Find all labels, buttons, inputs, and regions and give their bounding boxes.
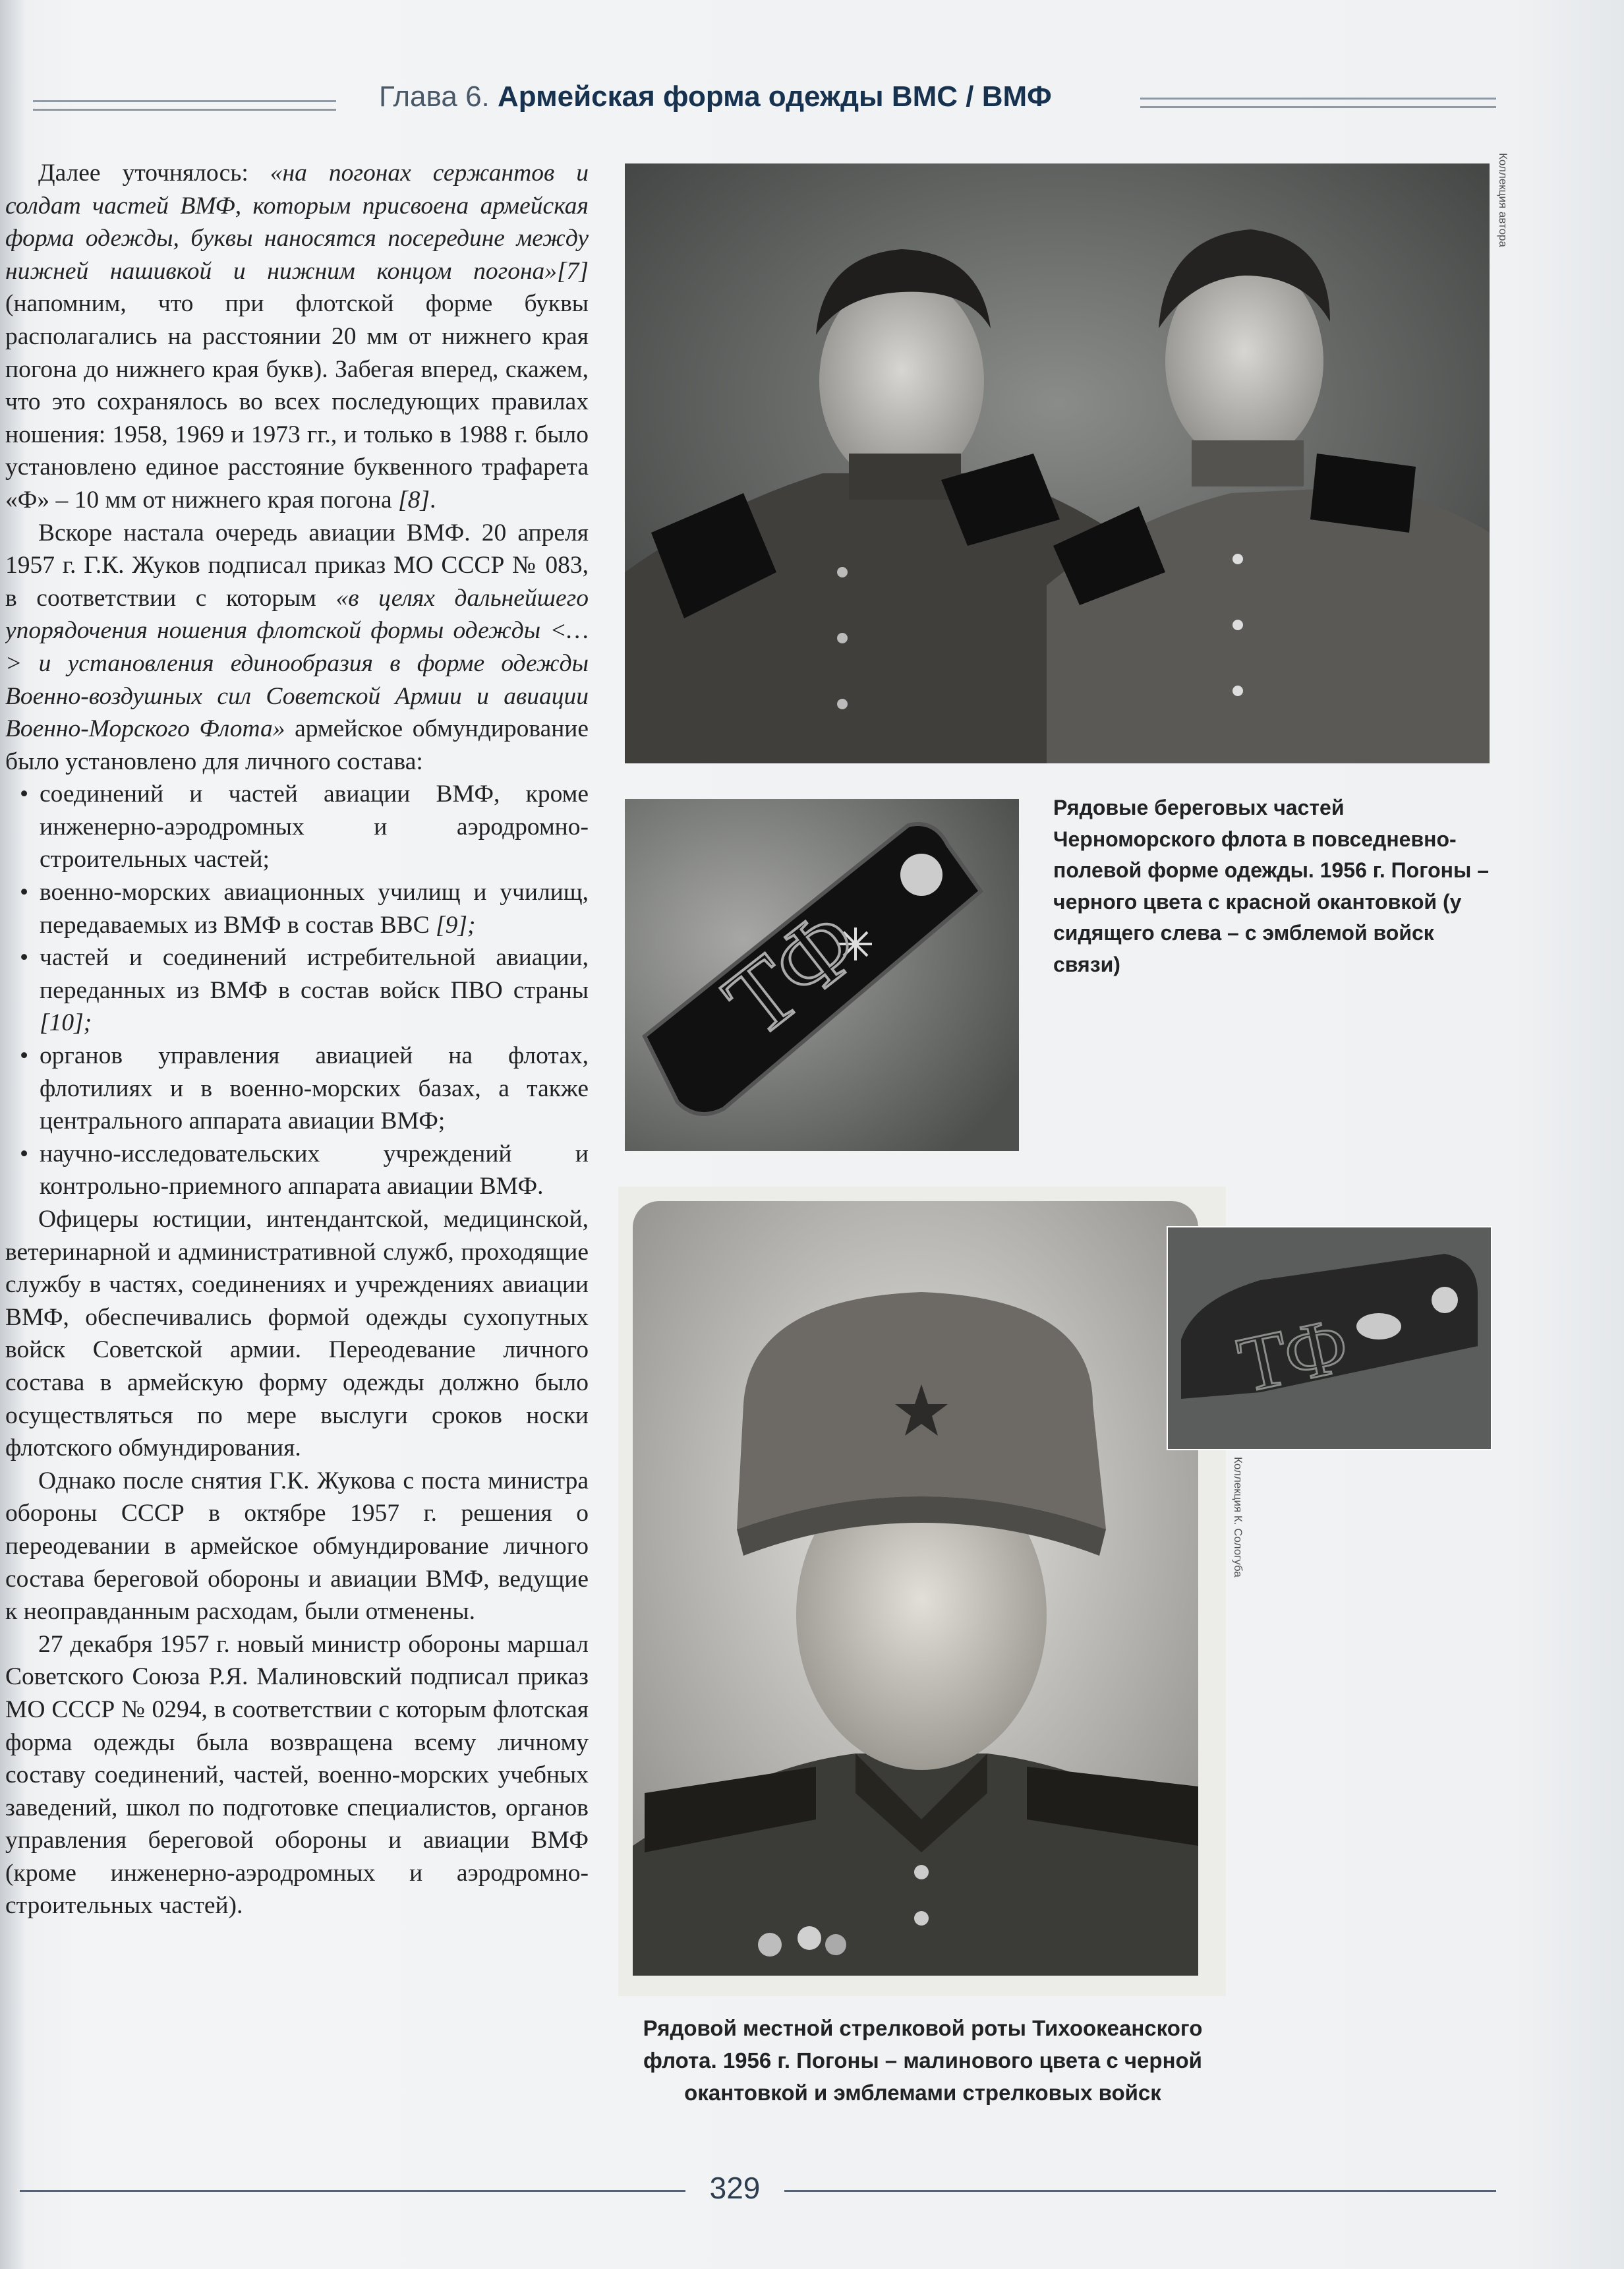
chapter-number: Глава 6. <box>379 80 490 113</box>
list-item: • частей и соединений истребительной авиации, переданных из ВМФ в состав войск ПВО страны [10]; <box>5 941 589 1040</box>
bullet-list <box>5 778 589 1203</box>
list-item: • военно-морских авиационных училищ и училищ, передаваемых из ВМФ в состав ВВС [9]; <box>5 876 589 941</box>
photo-caption-1: Рядовые береговых частей Черноморского флота в повседневно-полевой форме одежды. 1956 г. Погоны – черного цвета с красной окантовкой (у сидящего слева – с эмблемой войск связи) <box>1053 796 1489 976</box>
paragraph-5: 27 декабря 1957 г. новый министр обороны маршал Советского Союза Р.Я. Малиновский подписал приказ МО СССР № 0294, в соответствии с которым флотская форма одежды была возвращена всему личному составу соединений, частей, военно-морских учебных заведений, школ по подготовке специалистов, органов управления береговой обороны и авиации ВМФ (кроме инженерно-аэродромных и аэродромно-строительных частей). <box>5 1630 589 1920</box>
footer-rule-right <box>784 2190 1496 2192</box>
photo-caption-2: Рядовой местной стрелковой роты Тихоокеанского флота. 1956 г. Погоны – малинового цвета с черной окантовкой и эмблемами стрелковых войск <box>643 2016 1203 2105</box>
list-item: • органов управления авиацией на флотах, флотилиях и в военно-морских базах, а также центрального аппарата авиации ВМФ; <box>5 1040 589 1138</box>
text-column <box>5 157 589 2108</box>
photo-two-sailors <box>625 163 1490 763</box>
paragraph-3: Офицеры юстиции, интендантской, медицинской, ветеринарной и административной служб, проходящие службу в частях, соединениях и учреждениях авиации ВМФ, обеспечивались формой одежды сухопутных войск Советской армии. Переодевание личного состава в армейскую форму одежды должно было осуществляться по мере выслуги сроков носки флотского обмундирования. <box>5 1206 589 1462</box>
chapter-title: Армейская форма одежды ВМС / ВМФ <box>498 80 1052 113</box>
footer-rule-left <box>20 2190 685 2192</box>
header-rule-left <box>33 100 336 111</box>
paragraph-2: Вскоре настала очередь авиации ВМФ. 20 апреля 1957 г. Г.К. Жуков подписал приказ МО СССР № 083, в соответствии с которым «в целях дальнейшего упорядочения ношения флотской формы одежды <…> и установления единообразия в форме одежды Военно-воздушных сил Советской Армии и авиации Военно-Морского Флота» армейское обмундирование было установлено для личного состава: <box>5 519 589 775</box>
list-item: • соединений и частей авиации ВМФ, кроме инженерно-аэродромных и аэродромно-строительных частей; <box>5 778 589 876</box>
photo-credit: Коллекция К. Сологуба <box>1232 1457 1244 1577</box>
page-number: 329 <box>709 2171 761 2205</box>
epaulette-letters: ТФ <box>1231 1300 1356 1409</box>
running-header <box>379 80 1130 127</box>
photo-soldier-portrait <box>618 1187 1226 1996</box>
quote: «в целях дальнейшего упорядочения ношения флотской формы одежды <…> и установления единообразия в форме одежды Военно-воздушных сил Советской Армии и авиации Военно-Морского Флота» <box>5 584 589 743</box>
paragraph-4: Однако после снятия Г.К. Жукова с поста министра обороны СССР в октябре 1957 г. решения о переодевании в армейское обмундирование личного состава береговой обороны и авиации ВМФ, ведущие к неоправданным расходам, были отменены. <box>5 1467 589 1626</box>
epaulette-letters: ТФ <box>704 887 880 1057</box>
reference: [7] <box>557 257 589 285</box>
photo-credit: Коллекция автора <box>1497 153 1509 247</box>
list-item: • научно-исследовательских учреждений и контрольно-приемного аппарата авиации ВМФ. <box>5 1138 589 1203</box>
reference: [8] <box>398 486 430 514</box>
quote: «на погонах сержантов и солдат частей ВМФ, которым присвоена армейская форма одежды, буквы наносятся посередине между нижней нашивкой и нижним концом погона» <box>5 160 589 285</box>
photo-epaulette-closeup <box>625 799 1019 1151</box>
photo-epaulette-inset <box>1167 1226 1492 1450</box>
header-rule-right <box>1140 98 1496 108</box>
paragraph-1: Далее уточнялось: «на погонах сержантов и солдат частей ВМФ, которым присвоена армейская форма одежды, буквы наносятся посередине между нижней нашивкой и нижним концом погона»[7] (напомним, что при флотской форме буквы располагались на расстоянии 20 мм от нижнего края погона до нижнего края букв). Забегая вперед, скажем, что это сохранялось во всех последующих правилах ношения: 1958, 1969 и 1973 гг., и только в 1988 г. было установлено единое расстояние буквенного трафарета «Ф» – 10 мм от нижнего края погона [8]. <box>5 160 589 514</box>
